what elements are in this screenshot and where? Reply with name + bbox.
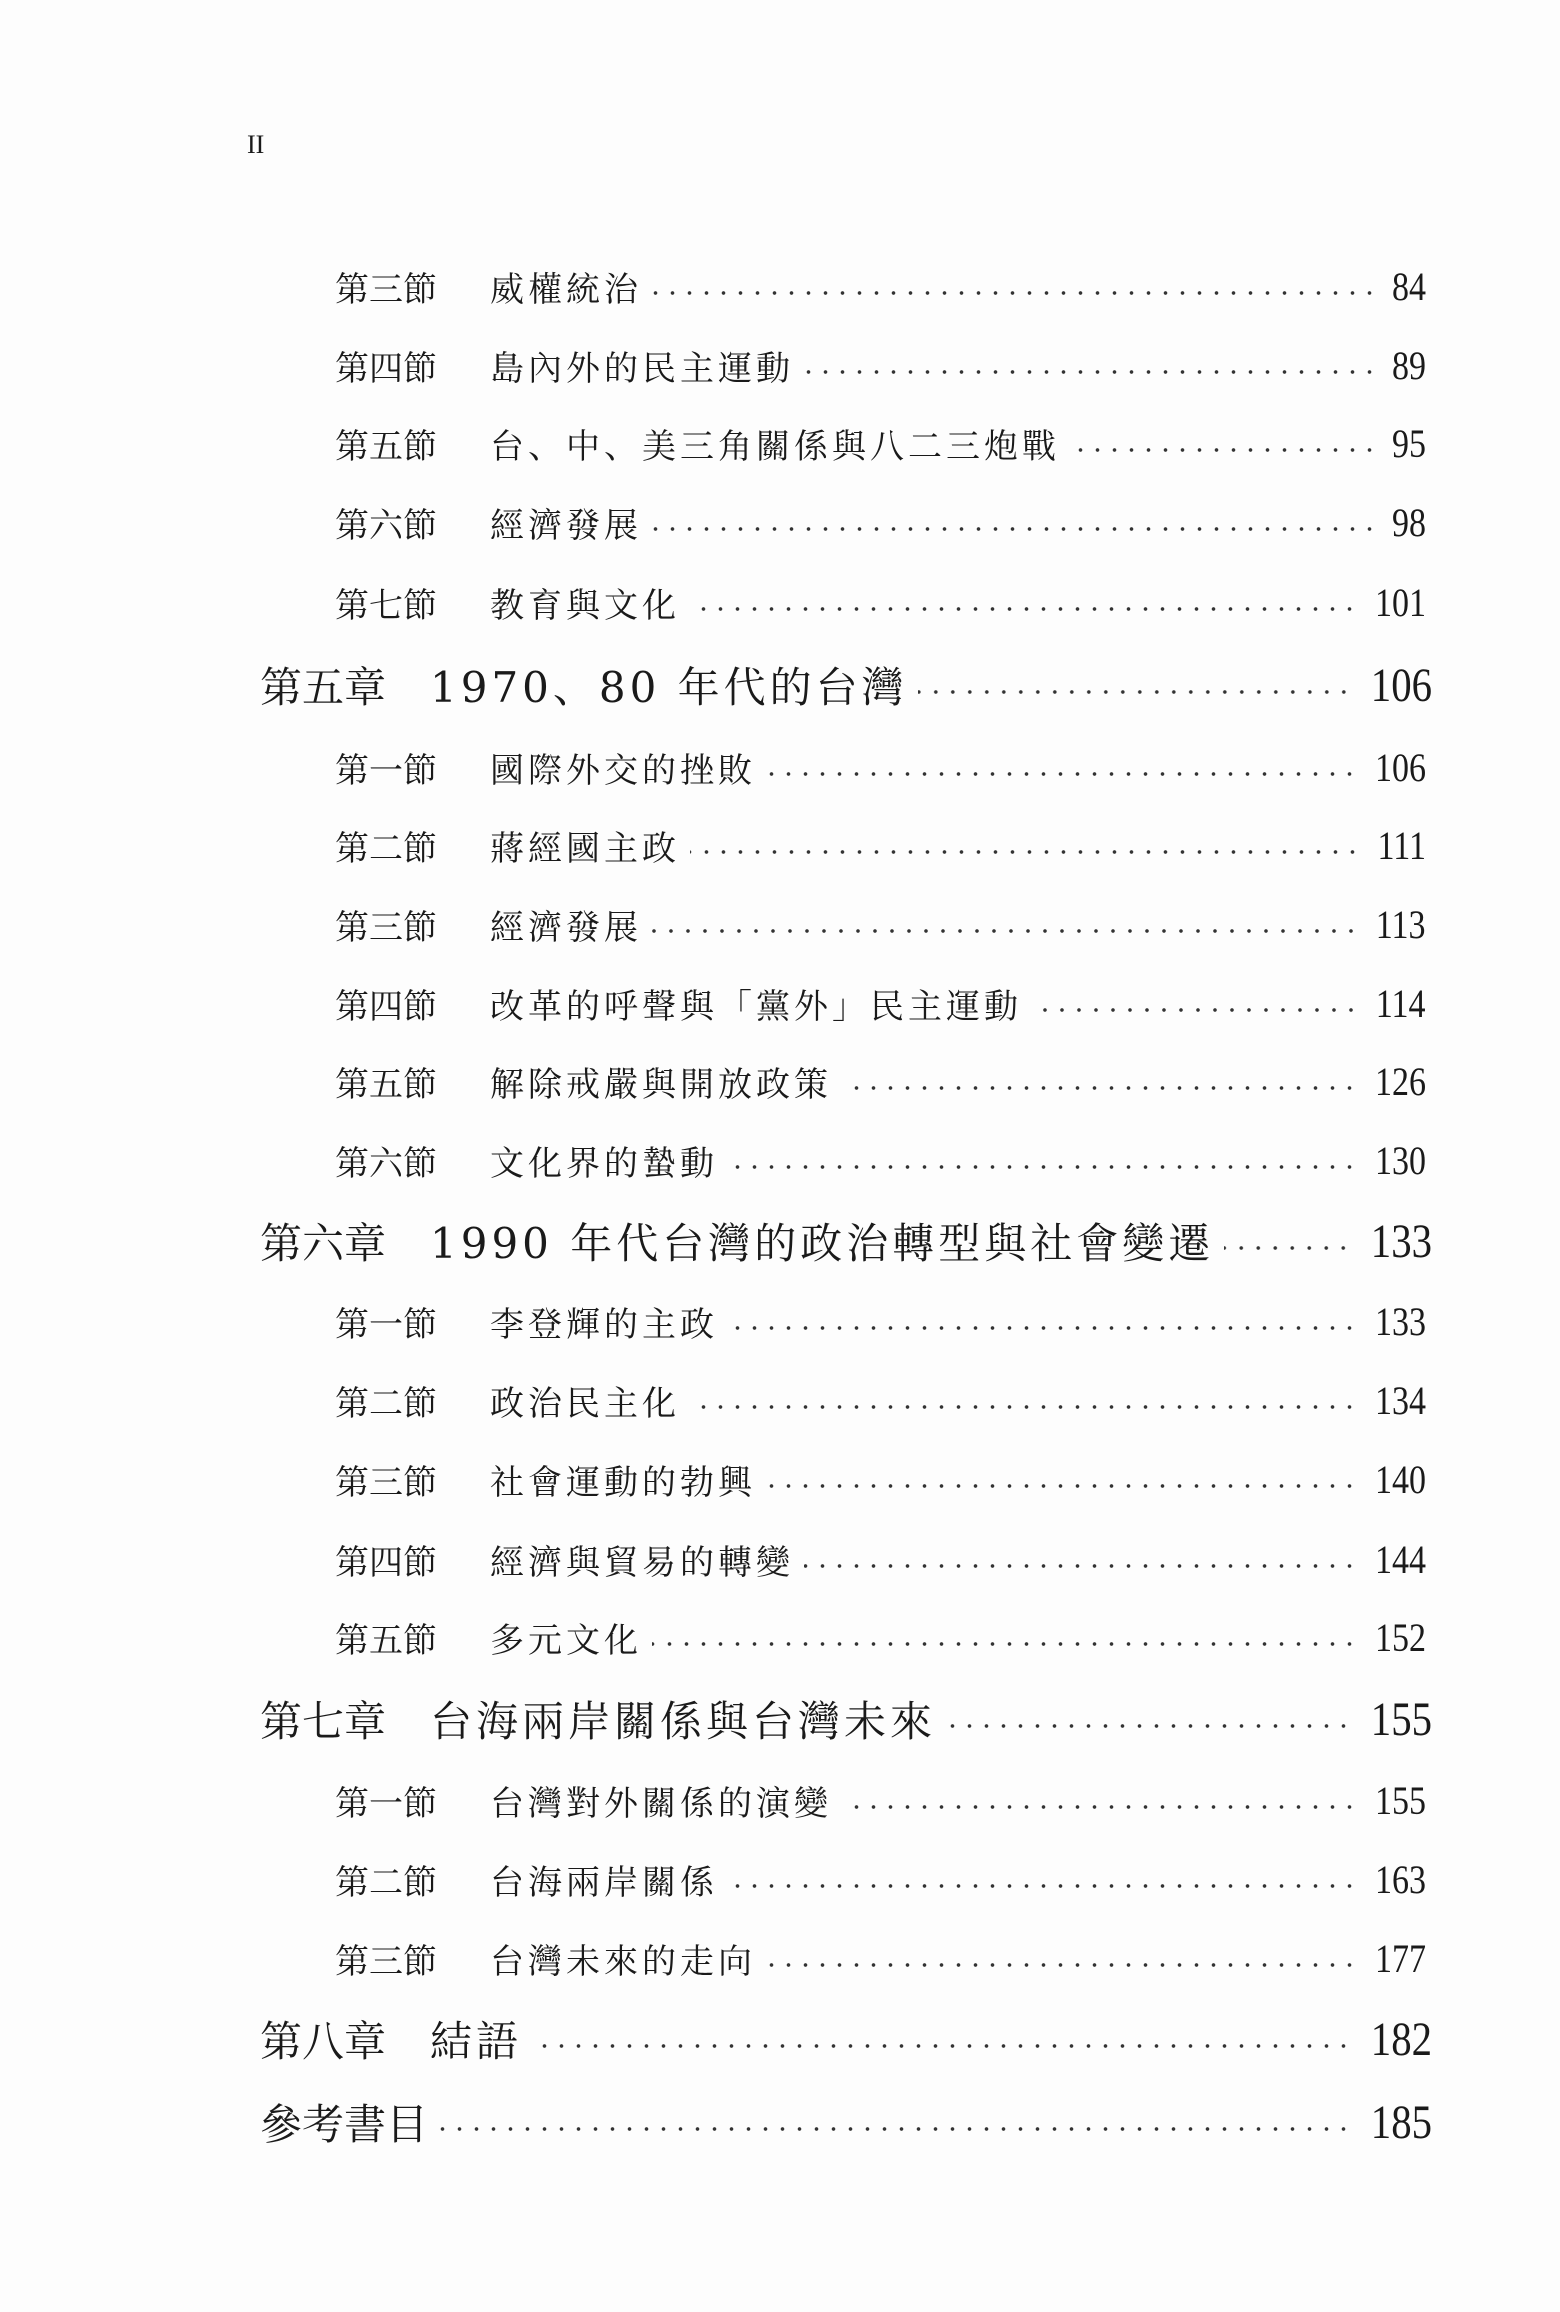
entry-page-number: 89 <box>1392 342 1426 388</box>
toc-chapter-entry <box>260 1689 1432 1749</box>
dot-leader <box>440 2126 1352 2132</box>
entry-number: 第三節 <box>335 907 437 948</box>
entry-title: 台灣未來的走向 <box>490 1941 756 1982</box>
entry-page-number: 106 <box>1375 744 1426 790</box>
entry-title: 台灣對外關係的演變 <box>490 1783 832 1824</box>
dot-leader <box>1070 447 1378 453</box>
entry-page-number: 113 <box>1376 901 1426 947</box>
entry-page-number: 133 <box>1370 1214 1432 1268</box>
toc-section-entry <box>335 973 1426 1033</box>
toc-section-entry <box>335 1291 1426 1351</box>
entry-number: 第三節 <box>335 269 437 310</box>
entry-title: 改革的呼聲與「黨外」民主運動 <box>490 986 1022 1027</box>
entry-number: 第四節 <box>335 986 437 1027</box>
entry-page-number: 182 <box>1370 2012 1432 2066</box>
entry-page-number: 98 <box>1392 499 1426 545</box>
dot-leader <box>652 290 1378 296</box>
entry-number: 第四節 <box>335 348 437 389</box>
entry-title: 經濟發展 <box>490 907 642 948</box>
entry-number: 第二節 <box>335 1862 437 1903</box>
entry-number: 第三節 <box>335 1462 437 1503</box>
toc-section-entry <box>335 1449 1426 1509</box>
dot-leader <box>766 771 1358 777</box>
dot-leader <box>842 1085 1358 1091</box>
dot-leader <box>652 928 1359 934</box>
dot-leader <box>652 1641 1358 1647</box>
toc-section-entry <box>335 413 1426 473</box>
entry-number: 第五節 <box>335 1620 437 1661</box>
dot-leader <box>946 1723 1352 1729</box>
entry-title: 政治民主化 <box>490 1383 680 1424</box>
entry-title: 1970、80 年代的台灣 <box>430 663 908 712</box>
dot-leader <box>728 1325 1358 1331</box>
page-folio: II <box>247 130 265 159</box>
toc-section-entry <box>335 1529 1426 1589</box>
entry-number: 第八章 <box>260 2017 387 2066</box>
toc-section-entry <box>335 815 1426 875</box>
entry-number: 第六章 <box>260 1219 387 1268</box>
dot-leader <box>804 1563 1358 1569</box>
dot-leader <box>690 849 1361 855</box>
toc-section-entry <box>335 492 1426 552</box>
entry-page-number: 144 <box>1375 1536 1426 1582</box>
entry-page-number: 114 <box>1376 980 1426 1026</box>
entry-page-number: 133 <box>1375 1298 1426 1344</box>
entry-number: 第五章 <box>260 663 387 712</box>
dot-leader <box>766 1962 1358 1968</box>
entry-title: 文化界的蟄動 <box>490 1143 718 1184</box>
dot-leader <box>766 1483 1358 1489</box>
entry-title: 蔣經國主政 <box>490 828 680 869</box>
entry-page-number: 185 <box>1370 2095 1432 2149</box>
entry-page-number: 101 <box>1375 579 1426 625</box>
toc-section-entry <box>335 1770 1426 1830</box>
toc-section-entry <box>335 737 1426 797</box>
entry-number: 第七章 <box>260 1697 387 1746</box>
entry-number: 第五節 <box>335 1064 437 1105</box>
entry-title: 解除戒嚴與開放政策 <box>490 1064 832 1105</box>
entry-page-number: 140 <box>1375 1456 1426 1502</box>
entry-number: 第六節 <box>335 1143 437 1184</box>
toc-chapter-entry <box>260 1211 1432 1271</box>
entry-title: 台海兩岸關係 <box>490 1862 718 1903</box>
dot-leader <box>728 1164 1358 1170</box>
entry-title: 多元文化 <box>490 1620 642 1661</box>
entry-title: 威權統治 <box>490 269 642 310</box>
entry-page-number: 134 <box>1375 1377 1426 1423</box>
dot-leader <box>728 1883 1358 1889</box>
toc-section-entry <box>335 894 1426 954</box>
toc-chapter-entry <box>260 2009 1432 2069</box>
toc-section-entry <box>335 1130 1426 1190</box>
entry-number: 第四節 <box>335 1542 437 1583</box>
dot-leader <box>690 1404 1358 1410</box>
entry-page-number: 177 <box>1375 1935 1426 1981</box>
entry-number: 第二節 <box>335 1383 437 1424</box>
entry-number: 參考書目 <box>260 2100 429 2149</box>
dot-leader <box>1032 1007 1359 1013</box>
entry-number: 第二節 <box>335 828 437 869</box>
entry-page-number: 155 <box>1375 1777 1426 1823</box>
entry-page-number: 84 <box>1392 263 1426 309</box>
toc-chapter-entry <box>260 655 1432 715</box>
entry-title: 經濟與貿易的轉變 <box>490 1542 794 1583</box>
entry-page-number: 130 <box>1375 1137 1426 1183</box>
toc-section-entry <box>335 1607 1426 1667</box>
entry-title: 島內外的民主運動 <box>490 348 794 389</box>
entry-page-number: 106 <box>1370 658 1432 712</box>
entry-number: 第六節 <box>335 505 437 546</box>
entry-title: 國際外交的挫敗 <box>490 750 756 791</box>
toc-section-entry <box>335 335 1426 395</box>
dot-leader <box>532 2043 1352 2049</box>
entry-number: 第一節 <box>335 1304 437 1345</box>
toc-section-entry <box>335 1849 1426 1909</box>
dot-leader <box>918 689 1352 695</box>
entry-number: 第一節 <box>335 1783 437 1824</box>
dot-leader <box>652 526 1378 532</box>
toc-section-entry <box>335 256 1426 316</box>
entry-title: 台海兩岸關係與台灣未來 <box>430 1697 937 1746</box>
dot-leader <box>690 606 1358 612</box>
toc-section-entry <box>335 572 1426 632</box>
entry-number: 第七節 <box>335 585 437 626</box>
entry-page-number: 152 <box>1375 1614 1426 1660</box>
toc-section-entry <box>335 1370 1426 1430</box>
entry-page-number: 111 <box>1377 822 1426 868</box>
entry-title: 教育與文化 <box>490 585 680 626</box>
entry-page-number: 163 <box>1375 1856 1426 1902</box>
dot-leader <box>1224 1245 1352 1251</box>
entry-title: 1990 年代台灣的政治轉型與社會變遷 <box>430 1219 1215 1268</box>
entry-number: 第五節 <box>335 426 437 467</box>
entry-title: 台、中、美三角關係與八二三炮戰 <box>490 426 1060 467</box>
entry-number: 第一節 <box>335 750 437 791</box>
entry-page-number: 155 <box>1370 1692 1432 1746</box>
entry-title: 經濟發展 <box>490 505 642 546</box>
entry-title: 李登輝的主政 <box>490 1304 718 1345</box>
entry-title: 結語 <box>430 2017 523 2066</box>
entry-title: 社會運動的勃興 <box>490 1462 756 1503</box>
dot-leader <box>842 1804 1358 1810</box>
entry-number: 第三節 <box>335 1941 437 1982</box>
dot-leader <box>804 369 1378 375</box>
toc-section-entry <box>335 1051 1426 1111</box>
entry-page-number: 95 <box>1392 420 1426 466</box>
entry-page-number: 126 <box>1375 1058 1426 1104</box>
toc-section-entry <box>335 1928 1426 1988</box>
toc-chapter-entry <box>260 2092 1432 2152</box>
